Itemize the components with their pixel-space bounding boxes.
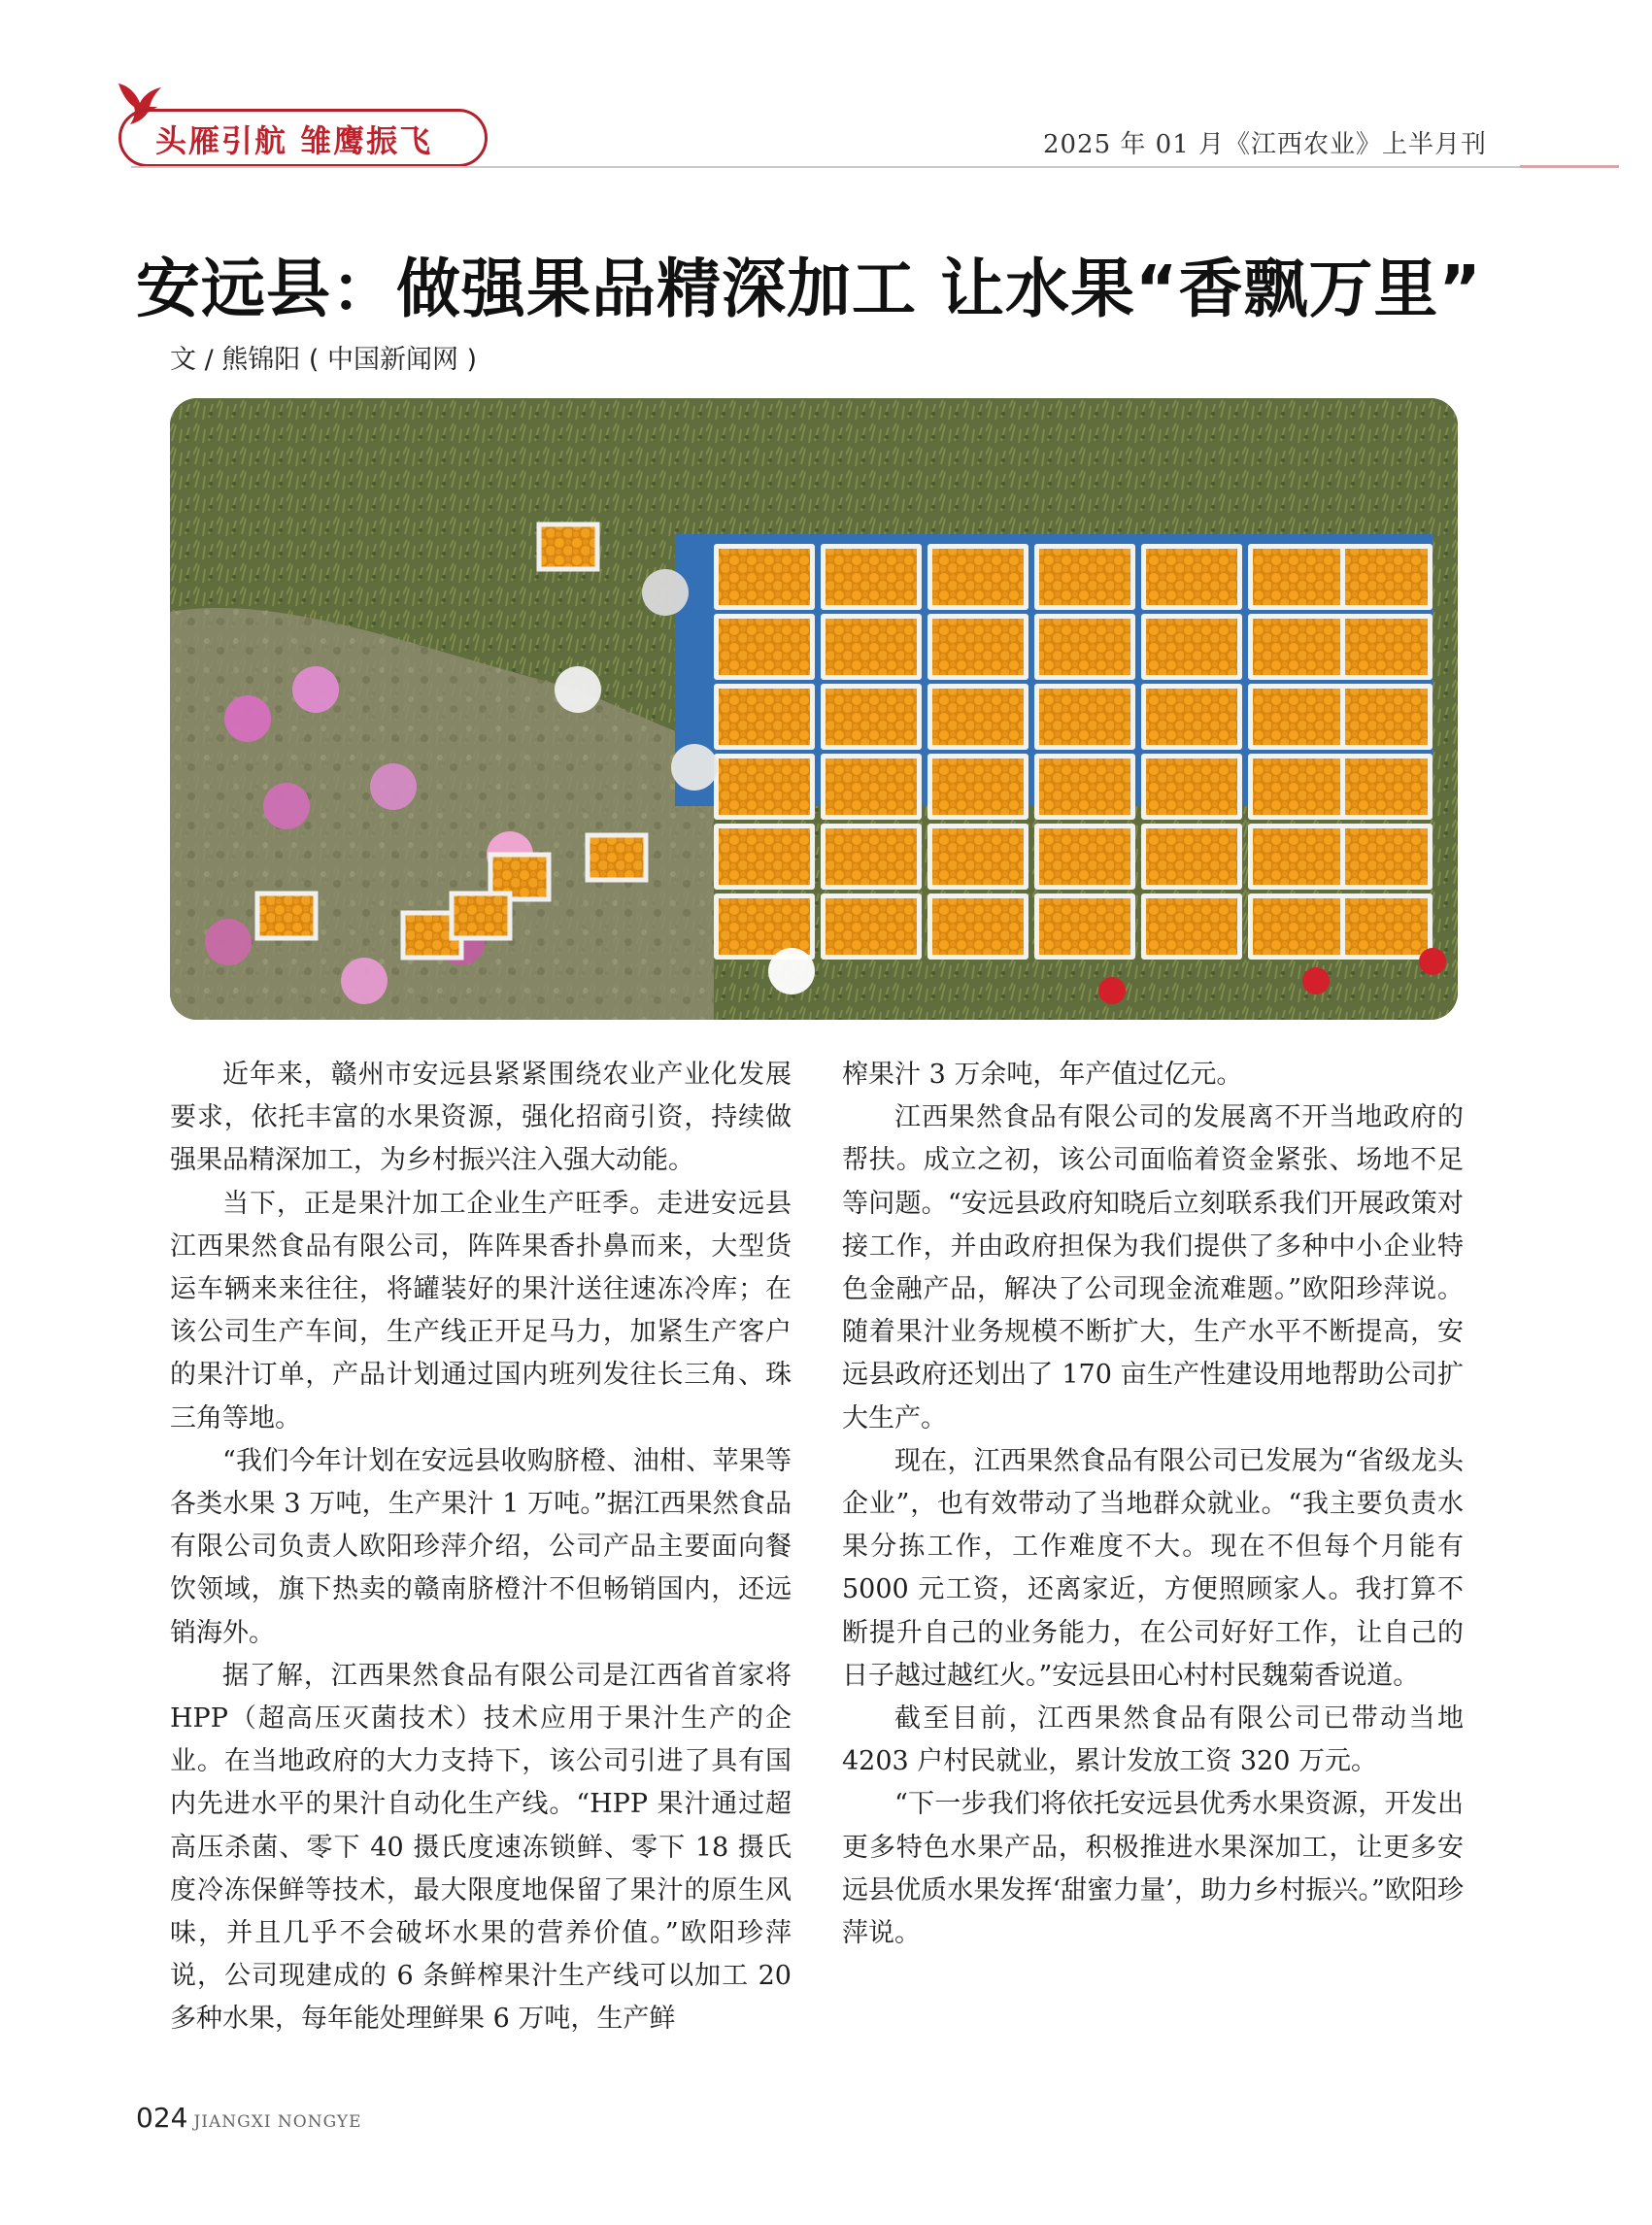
page-footer	[136, 2102, 362, 2134]
article-paragraph: 截至目前，江西果然食品有限公司已带动当地 4203 户村民就业，累计发放工资 320 万元。	[842, 1703, 1464, 1777]
issue-label: 2025 年 01 月《江西农业》上半月刊	[1042, 130, 1487, 159]
page-number: 024	[136, 2102, 188, 2134]
orange-harvest-photo-icon	[170, 398, 1458, 1020]
article-title: 安远县：做强果品精深加工 让水果“香飘万里”	[136, 252, 1482, 326]
article-paragraph: 江西果然食品有限公司的发展离不开当地政府的帮扶。成立之初，该公司面临着资金紧张、场地不足等问题。“安远县政府知晓后立刻联系我们开展政策对接工作，并由政府担保为我们提供了多种中小企业特色金融产品，解决了公司现金流难题。”欧阳珍萍说。随着果汁业务规模不断扩大，生产水平不断提高，安远县政府还划出了 170 亩生产性建设用地帮助公司扩大生产。	[842, 1102, 1464, 1433]
column-banner-text: 头雁引航 雏鹰振飞	[155, 122, 433, 159]
article-paragraph: 近年来，赣州市安远县紧紧围绕农业产业化发展要求，依托丰富的水果资源，强化招商引资，持续做强果品精深加工，为乡村振兴注入强大动能。	[170, 1060, 792, 1176]
article-left-column	[170, 1054, 792, 2041]
article-paragraph: 当下，正是果汁加工企业生产旺季。走进安远县江西果然食品有限公司，阵阵果香扑鼻而来，大型货运车辆来来往往，将罐装好的果汁送往速冻冷库；在该公司生产车间，生产线正开足马力，加紧生产客户的果汁订单，产品计划通过国内班列发往长三角、珠三角等地。	[170, 1188, 792, 1433]
header-divider	[131, 166, 1520, 168]
header-divider-accent	[1520, 165, 1619, 168]
article-right-column	[842, 1054, 1464, 1955]
page-header	[0, 0, 1652, 175]
article-paragraph: 榨果汁 3 万余吨，年产值过亿元。	[842, 1060, 1243, 1090]
article-paragraph: 现在，江西果然食品有限公司已发展为“省级龙头企业”，也有效带动了当地群众就业。“我主要负责水果分拣工作，工作难度不大。现在不但每个月能有 5000 元工资，还离家近，方便照顾家人。我打算不断提升自己的业务能力，在公司好好工作，让自己的日子越过越红火。”安远县田心村村民魏菊香说道。	[842, 1445, 1464, 1691]
orange-harvest-photo	[170, 398, 1458, 1020]
article-paragraph: “我们今年计划在安远县收购脐橙、油柑、苹果等各类水果 3 万吨，生产果汁 1 万吨。”据江西果然食品有限公司负责人欧阳珍萍介绍，公司产品主要面向餐饮领域，旗下热卖的赣南脐橙汁不但畅销国内，还远销海外。	[170, 1445, 792, 1648]
magazine-name: JIANGXI NONGYE	[193, 2112, 362, 2132]
article-paragraph: “下一步我们将依托安远县优秀水果资源，开发出更多特色水果产品，积极推进水果深加工，让更多安远县优质水果发挥‘甜蜜力量’，助力乡村振兴。”欧阳珍萍说。	[842, 1789, 1464, 1949]
article-byline: 文 / 熊锦阳 ( 中国新闻网 )	[170, 345, 478, 375]
article-paragraph: 据了解，江西果然食品有限公司是江西省首家将 HPP（超高压灭菌技术）技术应用于果汁生产的企业。在当地政府的大力支持下，该公司引进了具有国内先进水平的果汁自动化生产线。“HPP 果汁通过超高压杀菌、零下 40 摄氏度速冻锁鲜、零下 18 摄氏度冷冻保鲜等技术，最大限度地保留了果汁的原生风味，并且几乎不会破坏水果的营养价值。”欧阳珍萍说，公司现建成的 6 条鲜榨果汁生产线可以加工 20 多种水果，每年能处理鲜果 6 万吨，生产鲜	[170, 1660, 792, 2035]
